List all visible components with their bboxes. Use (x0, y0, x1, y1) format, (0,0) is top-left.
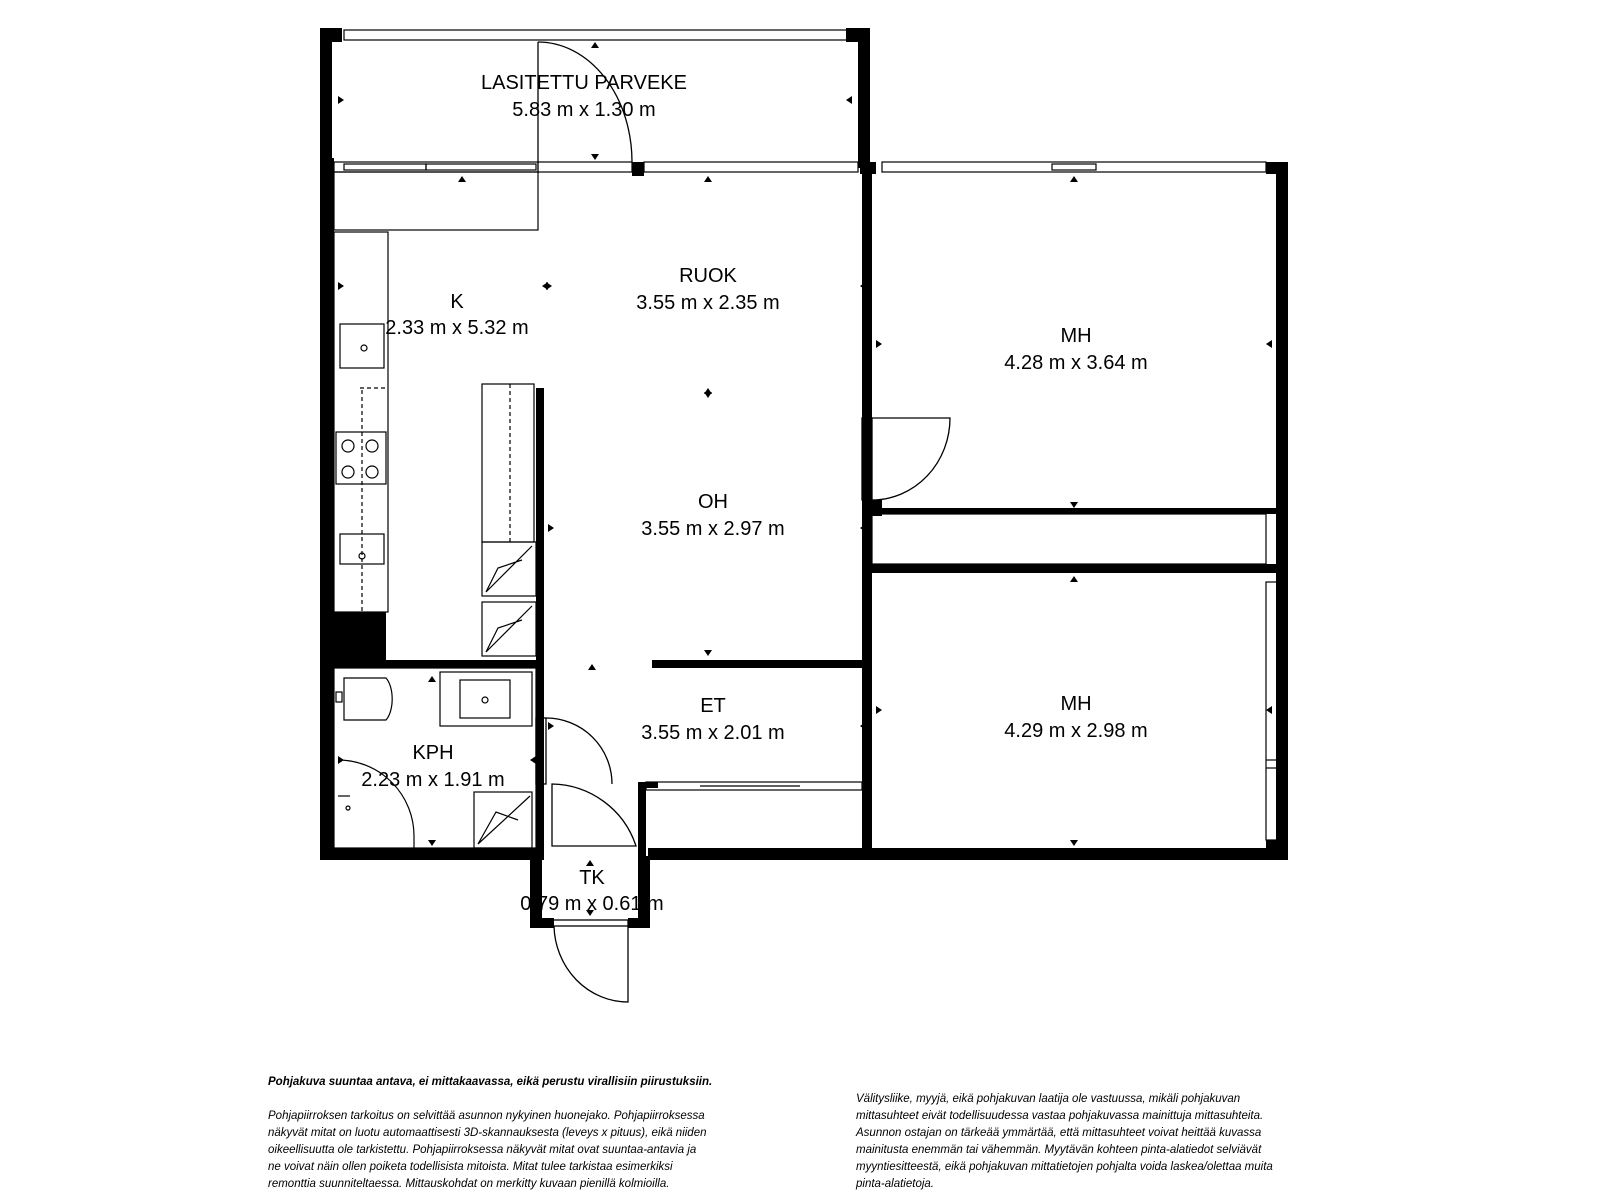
bathroom-size: 2.23 m x 1.91 m (361, 769, 505, 791)
disclaimer-line: myyntiesitteestä, eikä pohjakuvan mittatietojen pohjalta voida laskea/olettaa muita (856, 1161, 1273, 1173)
dining-name: RUOK (679, 265, 737, 287)
disclaimer-line: ne voivat näin ollen poiketa todellisista mitoista. Mitat tulee tarkistaa esimerkiksi (268, 1161, 673, 1173)
disclaimer-line: mainitusta enemmän tai vähemmän. Myytävän kohteen pinta-alatiedot selviävät (856, 1144, 1262, 1156)
dining-size: 3.55 m x 2.35 m (636, 292, 780, 314)
bedroom2-size: 4.29 m x 2.98 m (1004, 720, 1148, 742)
disclaimer-line: Välitysliike, myyjä, eikä pohjakuvan laatija ole vastuussa, mikäli pohjakuvan (856, 1093, 1241, 1105)
disclaimer-left (268, 1074, 788, 1193)
disclaimer-line: pinta-alatietoja. (856, 1178, 934, 1190)
exterior-walls (320, 28, 1288, 928)
hall-name: ET (700, 695, 726, 717)
disclaimer-line: Asunnon ostajan on tärkeää ymmärtää, että mittasuhteet voivat heittää kuvassa (856, 1127, 1262, 1139)
disclaimer-line: Pohjapiirroksen tarkoitus on selvittää asunnon nykyinen huonejako. Pohjapiirroksessa (268, 1110, 705, 1122)
kitchen-name: K (450, 291, 464, 313)
bedroom1-size: 4.28 m x 3.64 m (1004, 352, 1148, 374)
disclaimer-lead: Pohjakuva suuntaa antava, ei mittakaavassa, eikä perustu virallisiin piirustuksiin. (268, 1076, 713, 1088)
disclaimer-line: mittasuhteet eivät todellisuudessa vastaa pohjakuvassa mainittuja mittasuhteita. (856, 1110, 1264, 1122)
disclaimer-line: oikeellisuutta ole tarkistettu. Pohjapiirroksessa näkyvät mitat ovat suuntaa-antavia ja (268, 1144, 697, 1156)
closet-size: 0.79 m x 0.61 m (520, 893, 664, 915)
disclaimer-right (856, 1091, 1376, 1193)
balcony-size: 5.83 m x 1.30 m (512, 99, 656, 121)
disclaimer-line: remonttia suunniteltaessa. Mittauskohdat on merkitty kuvaan pienillä kolmioilla. (268, 1178, 670, 1190)
bedroom1-name: MH (1060, 325, 1092, 347)
living-name: OH (698, 491, 728, 513)
room-labels (361, 72, 1147, 915)
bedroom2-name: MH (1060, 693, 1092, 715)
disclaimer-line: näkyvät mitat on luotu automaattisesti 3D-skannauksesta (leveys x pituus), eikä niiden (268, 1127, 707, 1139)
living-size: 3.55 m x 2.97 m (641, 518, 785, 540)
hall-size: 3.55 m x 2.01 m (641, 722, 785, 744)
closet-name: TK (579, 867, 605, 889)
bathroom-name: KPH (412, 742, 454, 764)
balcony-name: LASITETTU PARVEKE (481, 72, 687, 94)
kitchen-size: 2.33 m x 5.32 m (385, 317, 529, 339)
